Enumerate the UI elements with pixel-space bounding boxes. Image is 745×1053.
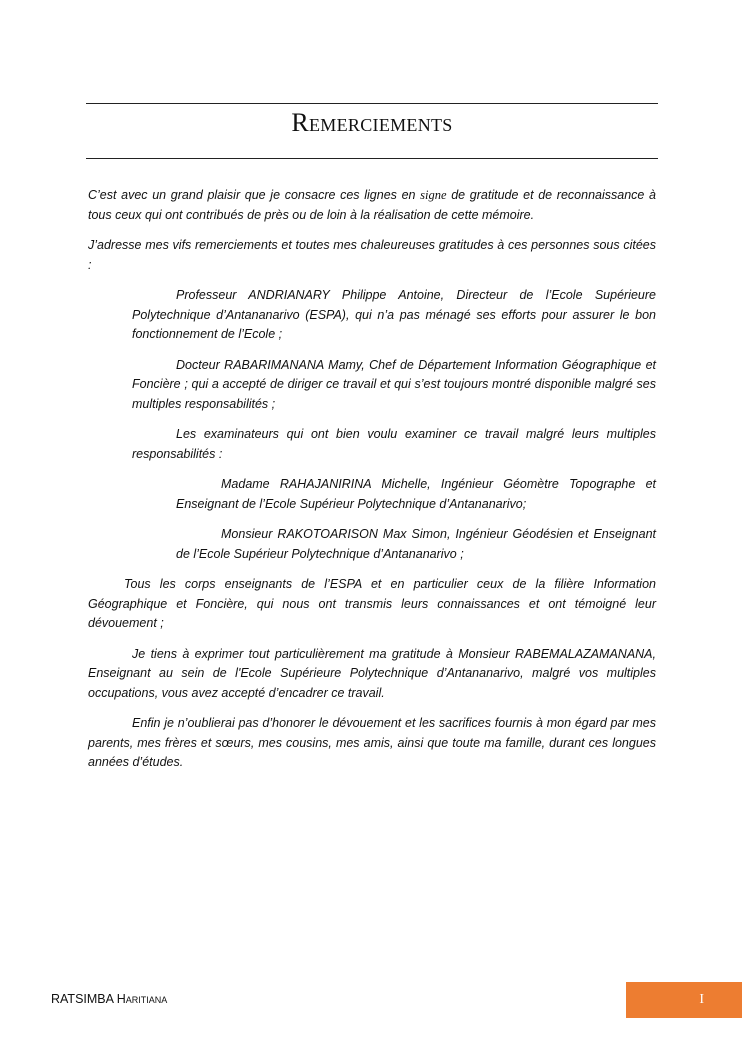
paragraph-supervisor: Docteur RABARIMANANA Mamy, Chef de Département Information Géographique et Foncière ; qui a accepté de diriger ce travail et qui s’est toujours montré disponible malgré ses multiples responsabilités ; [132, 357, 656, 411]
title-bottom-rule [86, 158, 658, 159]
paragraph-teachers: Tous les corps enseignants de l’ESPA et en particulier ceux de la filière Information Géographique et Foncière, qui nous ont transmis leurs connaissances et ont témoigné leur dévouement ; [88, 577, 656, 630]
intro-text-part1: C’est avec un grand plaisir que je consacre ces lignes en [88, 188, 421, 202]
title-top-rule [86, 103, 658, 104]
intro-text-part2: signe [420, 188, 447, 202]
paragraph-examiner-1: Madame RAHAJANIRINA Michelle, Ingénieur Géomètre Topographe et Enseignant de l’Ecole Supérieur Polytechnique d’Antananarivo; [176, 477, 656, 511]
acknowledgements-body [88, 186, 656, 784]
paragraph-address: J’adresse mes vifs remerciements et toutes mes chaleureuses gratitudes à ces personnes sous citées : [88, 238, 656, 272]
paragraph-gratitude: Je tiens à exprimer tout particulièrement ma gratitude à Monsieur RABEMALAZAMANANA, Enseignant au sein de l'Ecole Supérieure Polytechnique d’Antananarivo, malgré vos multiples occupations, vous avez accepté d’encadrer ce travail. [88, 646, 656, 700]
footer-page-number: I [626, 982, 742, 1018]
paragraph-examiners: Les examinateurs qui ont bien voulu examiner ce travail malgré leurs multiples responsabilités : [132, 427, 656, 461]
paragraph-examiner-2: Monsieur RAKOTOARISON Max Simon, Ingénieur Géodésien et Enseignant de l’Ecole Supérieur Polytechnique d’Antananarivo ; [176, 527, 656, 561]
intro-text-part3: de gratitude et de reconnaissance à tous ceux qui ont contribués de près ou de loin à la réalisation de cette mémoire. [88, 188, 656, 222]
paragraph-intro [88, 186, 656, 225]
paragraph-director: Professeur ANDRIANARY Philippe Antoine, Directeur de l’Ecole Supérieure Polytechnique d’Antananarivo (ESPA), qui n’a pas ménagé ses efforts pour assurer le bon fonctionnement de l’Ecole ; [132, 288, 656, 341]
footer-author: RATSIMBA Haritiana [51, 992, 168, 1006]
paragraph-family: Enfin je n’oublierai pas d’honorer le dévouement et les sacrifices fournis à mon égard par mes parents, mes frères et sœurs, mes cousins, mes amis, ainsi que toute ma famille, durant ces longues années d’études. [88, 716, 656, 769]
page-title: Remerciements [291, 108, 453, 137]
